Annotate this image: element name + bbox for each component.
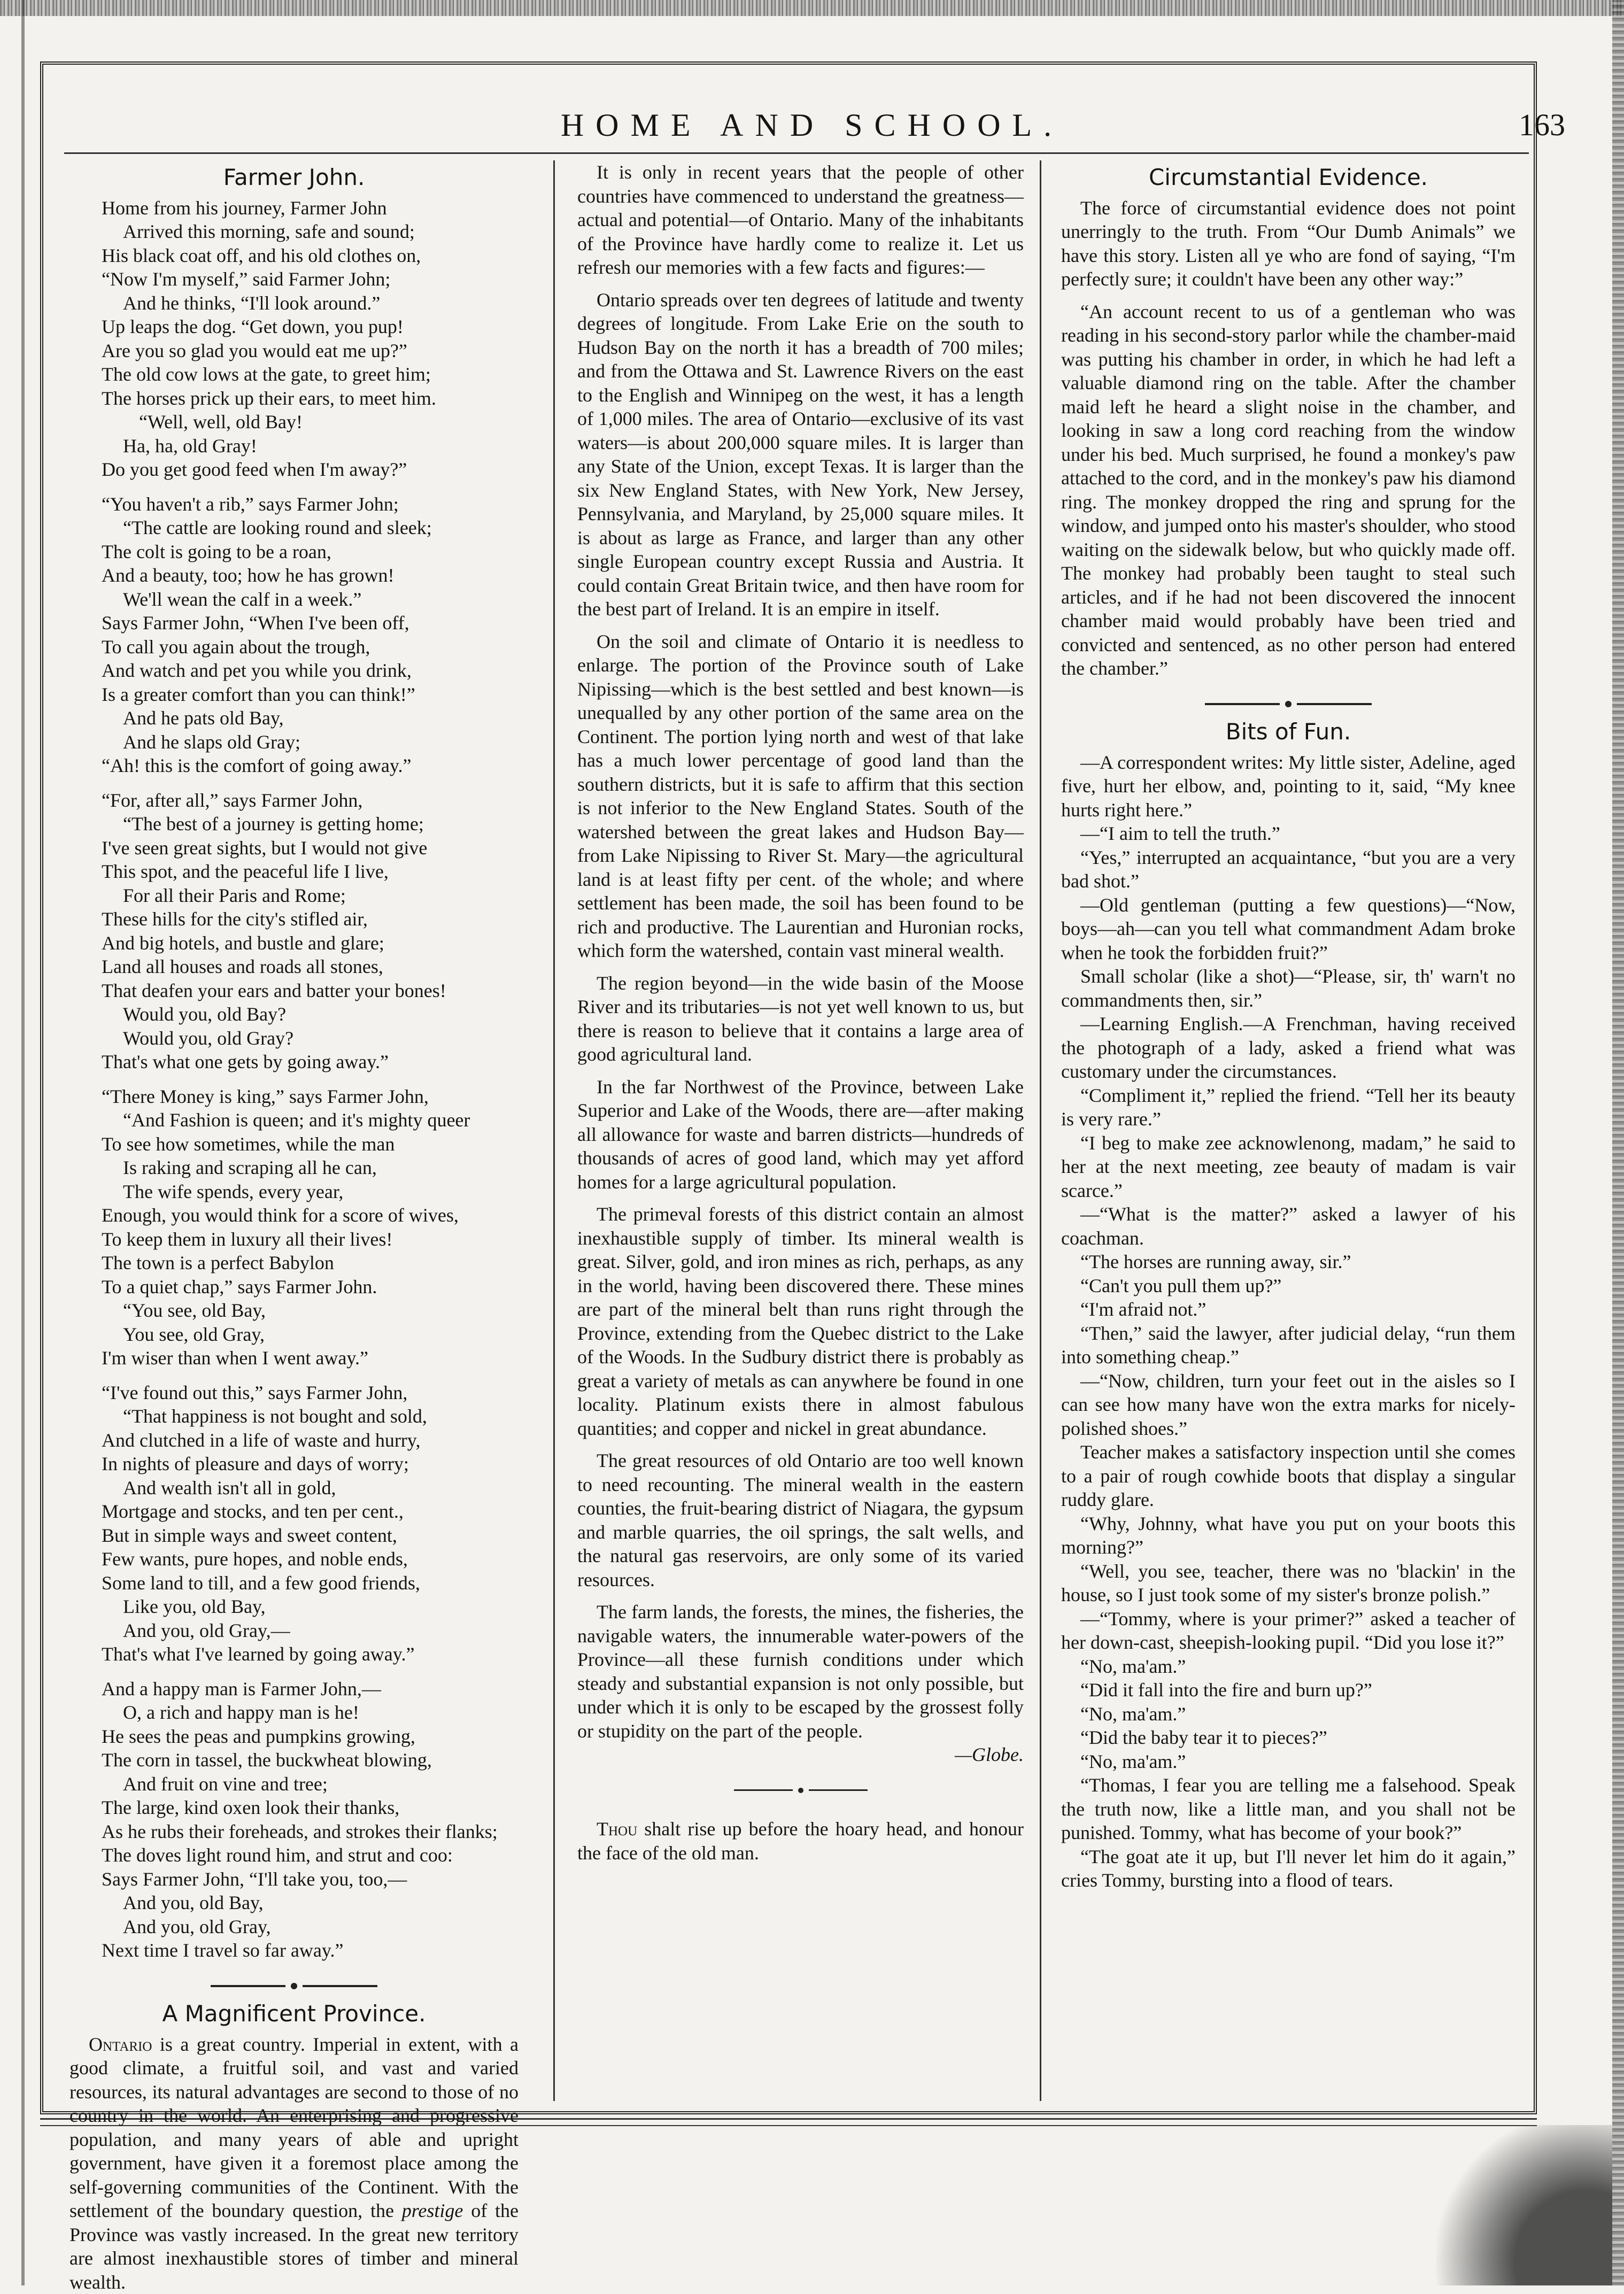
fun-paragraph: “I'm afraid not.” [1061,1297,1515,1322]
poem-line: Is raking and scraping all he can, [102,1156,519,1180]
fun-paragraph: “Then,” said the lawyer, after judicial delay, “run them into something cheap.” [1061,1322,1515,1369]
article-paragraph: On the soil and climate of Ontario it is needless to enlarge. The portion of the Province south of Lake Nipissing—which is the best settled and best known—is unequalled by any other portion of the same area on the Continent. The portion lying north and west of that lake has a much lower percentage of good land than the southern districts, but it is safe to affirm that this section is not inferior to the New England States. South of the watershed between the great lakes and Hudson Bay—from Lake Nipissing to River St. Mary—the agricultural land is at least fifty per cent. of the whole; and where settlement has been made, the soil has been found to be rich and productive. The Laurentian and Huronian rocks, which form the watershed, contain vast mineral wealth. [577,630,1024,963]
article-paragraph [69,2033,519,2294]
header-rule [64,152,1529,154]
stanza-break [102,1666,519,1677]
fun-paragraph: “Did it fall into the fire and burn up?” [1061,1678,1515,1702]
article-italic-word: prestige [402,2200,463,2221]
poem-line: And a happy man is Farmer John,— [102,1677,519,1701]
poem-farmer-john [69,196,519,1963]
fun-paragraph: —Learning English.—A Frenchman, having received the photograph of a lady, asked a friend what was customary under the circumstances. [1061,1012,1515,1084]
poem-line: Up leaps the dog. “Get down, you pup! [102,315,519,339]
signature-text: Globe. [972,1744,1024,1765]
poem-line: “I've found out this,” says Farmer John, [102,1381,519,1405]
poem-line: Mortgage and stocks, and ten per cent., [102,1500,519,1524]
article-paragraph: The primeval forests of this district contain an almost inexhaustible supply of timber. Its mineral wealth is great. Silver, gold, and iron mines as rich, perhaps, as any in the world, having been discovered there. These mines are part of the mineral belt than runs right through the Province, extending from the Quebec district to the Lake of the Woods. In the Sudbury district there is probably as great a variety of metals as can anywhere be found in one locality. Platinum exists there in almost fabulous quantities; and copper and nickel in great abundance. [577,1202,1024,1440]
article-intro [69,2033,519,2294]
poem-line: Next time I travel so far away.” [102,1938,519,1963]
poem-line: I've seen great sights, but I would not give [102,836,519,860]
poem-line: And clutched in a life of waste and hurry, [102,1428,519,1453]
column-divider [1040,160,1041,2101]
page-number: 163 [1519,107,1565,143]
poem-line: Is a greater comfort than you can think!” [102,683,519,707]
fun-paragraph: “Did the baby tear it to pieces?” [1061,1726,1515,1750]
fun-paragraph: “No, ma'am.” [1061,1750,1515,1774]
fun-paragraph: “The goat ate it up, but I'll never let him do it again,” cries Tommy, bursting into a flood of tears. [1061,1845,1515,1893]
fun-paragraph: —A correspondent writes: My little sister, Adeline, aged five, hurt her elbow, and, pointing to it, said, “My knee hurts right here.” [1061,751,1515,822]
poem-line: That's what one gets by going away.” [102,1050,519,1074]
poem-line: This spot, and the peaceful life I live, [102,860,519,884]
poem-line: You see, old Gray, [102,1323,519,1347]
poem-line: These hills for the city's stifled air, [102,907,519,931]
poem-line: And wealth isn't all in gold, [102,1476,519,1500]
section-ornament [577,1778,1024,1802]
poem-line: Some land to till, and a few good friends, [102,1571,519,1595]
fun-paragraph: “Well, you see, teacher, there was no 'blackin' in the house, so I just took some of my sister's bronze polish.” [1061,1559,1515,1607]
poem-line: He sees the peas and pumpkins growing, [102,1725,519,1749]
poem-line: The wife spends, every year, [102,1180,519,1204]
poem-line: And he pats old Bay, [102,706,519,730]
poem-line: Would you, old Gray? [102,1026,519,1051]
poem-line: “Well, well, old Bay! [102,410,519,434]
poem-line: I'm wiser than when I went away.” [102,1346,519,1370]
poem-line: The town is a perfect Babylon [102,1251,519,1275]
bits-of-fun [1061,751,1515,1893]
poem-line: “The cattle are looking round and sleek; [102,516,519,540]
fun-paragraph: —“Now, children, turn your feet out in the aisles so I can see how many have won the extra marks for nicely-polished shoes.” [1061,1369,1515,1441]
poem-line: And big hotels, and bustle and glare; [102,931,519,955]
poem-line: To call you again about the trough, [102,635,519,659]
poem-line: The corn in tassel, the buckwheat blowing, [102,1748,519,1772]
poem-line: And a beauty, too; how he has grown! [102,563,519,588]
article-text: of the Province was vastly increased. In the great new territory are almost inexhaustible stores of timber and mineral wealth. [69,2200,519,2293]
poem-line: “That happiness is not bought and sold, [102,1404,519,1428]
poem-line: That's what I've learned by going away.” [102,1642,519,1666]
evidence-title: Circumstantial Evidence. [1061,166,1515,190]
fun-title: Bits of Fun. [1061,720,1515,744]
poem-line: To keep them in luxury all their lives! [102,1227,519,1252]
fun-paragraph: “No, ma'am.” [1061,1702,1515,1726]
article-signature: —Globe. [577,1743,1024,1767]
poem-line: “For, after all,” says Farmer John, [102,789,519,813]
column-divider [553,160,555,2101]
poem-line: To a quiet chap,” says Farmer John. [102,1275,519,1299]
article-paragraph: The great resources of old Ontario are too well known to need recounting. The mineral wealth in the eastern counties, the fruit-bearing district of Niagara, the gypsum and marble quarries, the oil springs, the salt wells, and the natural gas reservoirs, are only some of its varied resources. [577,1449,1024,1592]
proverb [577,1817,1024,1865]
poem-line: Like you, old Bay, [102,1595,519,1619]
poem-line: Do you get good feed when I'm away?” [102,458,519,482]
poem-line: Are you so glad you would eat me up?” [102,339,519,363]
evidence-paragraph: “An account recent to us of a gentleman who was reading in his second-story parlor while the chamber-maid was putting his chamber in order, in which he had left a valuable diamond ring on the table. After the chamber maid left he heard a slight noise in the chamber, and looking in saw a long cord reaching from the window under his bed. Much surprised, he found a monkey's paw attached to the cord, and in the monkey's paw his diamond ring. The monkey dropped the ring and sprung for the window, and jumped onto his master's shoulder, who stood waiting on the sidewalk below, but who quickly made off. The monkey had probably been taught to steal such articles, and if he had not been discovered the innocent chamber maid would probably have been tried and convicted and sentenced, as no other person had entered the chamber.” [1061,300,1515,681]
evidence-paragraph: The force of circumstantial evidence does not point unerringly to the truth. From “Our Dumb Animals” we have this story. Listen all ye who are fond of saying, “I'm perfectly sure; it couldn't have been any other way:” [1061,196,1515,291]
poem-line: Few wants, pure hopes, and noble ends, [102,1547,519,1571]
poem-line: The colt is going to be a roan, [102,540,519,564]
poem-line: Says Farmer John, “I'll take you, too,— [102,1867,519,1891]
poem-line: Ha, ha, old Gray! [102,434,519,458]
fun-paragraph: “Why, Johnny, what have you put on your boots this morning?” [1061,1512,1515,1559]
poem-line: The large, kind oxen look their thanks, [102,1796,519,1820]
poem-line: We'll wean the calf in a week.” [102,588,519,612]
article-lead-word: Ontario [89,2034,152,2055]
poem-line: To see how sometimes, while the man [102,1132,519,1156]
fun-paragraph: “Yes,” interrupted an acquaintance, “but you are a very bad shot.” [1061,846,1515,893]
fun-paragraph: “Can't you pull them up?” [1061,1274,1515,1298]
stanza-break [102,778,519,789]
poem-line: “Ah! this is the comfort of going away.” [102,754,519,778]
fun-paragraph: “I beg to make zee acknowlenong, madam,” he said to her at the next meeting, zee beauty of madam is vair scarce.” [1061,1131,1515,1203]
scan-edge-left [21,0,25,2285]
poem-line: And he thinks, “I'll look around.” [102,291,519,315]
poem-line: The doves light round him, and strut and coo: [102,1843,519,1867]
poem-line: In nights of pleasure and days of worry; [102,1452,519,1476]
poem-line: For all their Paris and Rome; [102,884,519,908]
stanza-break [102,482,519,492]
poem-line: Enough, you would think for a score of wives, [102,1203,519,1227]
article-continuation [577,160,1024,1743]
column-left [69,160,519,2294]
poem-line: Arrived this morning, safe and sound; [102,220,519,244]
poem-line: But in simple ways and sweet content, [102,1524,519,1548]
fun-paragraph: —Old gentleman (putting a few questions)—“Now, boys—ah—can you tell what commandment Adam broke when he took the forbidden fruit?” [1061,893,1515,965]
poem-line: And you, old Bay, [102,1891,519,1915]
fun-paragraph: “Thomas, I fear you are telling me a falsehood. Speak the truth now, like a little man, and you shall not be punished. Tommy, what has become of your book?” [1061,1773,1515,1845]
proverb-body: shalt rise up before the hoary head, and honour the face of the old man. [577,1818,1024,1864]
poem-line: Says Farmer John, “When I've been off, [102,611,519,635]
poem-line: Home from his journey, Farmer John [102,196,519,220]
fun-paragraph: —“What is the matter?” asked a lawyer of his coachman. [1061,1202,1515,1250]
column-right [1061,160,1515,1893]
poem-line: Land all houses and roads all stones, [102,955,519,979]
proverb-lead-word: Thou [597,1818,637,1840]
fun-paragraph: “Compliment it,” replied the friend. “Tell her its beauty is very rare.” [1061,1084,1515,1131]
section-ornament [69,1973,519,1997]
poem-line: And you, old Gray, [102,1915,519,1939]
section-ornament [1061,691,1515,715]
poem-line: His black coat off, and his old clothes on, [102,244,519,268]
poem-line: And you, old Gray,— [102,1619,519,1643]
poem-line: “You haven't a rib,” says Farmer John; [102,492,519,516]
fun-paragraph: —“I aim to tell the truth.” [1061,822,1515,846]
poem-line: And he slaps old Gray; [102,730,519,754]
poem-line: And watch and pet you while you drink, [102,659,519,683]
poem-line: That deafen your ears and batter your bones! [102,979,519,1003]
poem-line: The old cow lows at the gate, to greet him; [102,362,519,387]
article-text: is a great country. Imperial in extent, with a good climate, a fruitful soil, and vast and varied resources, its natural advantages are second to those of no country in the world. An enterprising and progressive population, and many years of able and upright government, have given it a foremost place among the self-governing communities of the Continent. With the settlement of the boundary question, the [69,2034,519,2222]
poem-line: The horses prick up their ears, to meet him. [102,387,519,411]
article-paragraph: The region beyond—in the wide basin of the Moose River and its tributaries—is not yet well known to us, but there is reason to believe that it contains a large area of good agricultural land. [577,971,1024,1067]
poem-line: “The best of a journey is getting home; [102,812,519,836]
column-middle [577,160,1024,1865]
scan-edge-right [1612,0,1624,2285]
evidence-article [1061,196,1515,681]
poem-line: “There Money is king,” says Farmer John, [102,1085,519,1109]
article-title: A Magnificent Province. [69,2002,519,2026]
fun-paragraph: Teacher makes a satisfactory inspection until she comes to a pair of rough cowhide boots that display a singular ruddy glare. [1061,1440,1515,1512]
poem-line: Would you, old Bay? [102,1002,519,1026]
article-paragraph: It is only in recent years that the people of other countries have commenced to understand the greatness—actual and potential—of Ontario. Many of the inhabitants of the Province have hardly come to realize it. Let us refresh our memories with a few facts and figures:— [577,160,1024,280]
scan-edge-top [0,0,1624,16]
article-paragraph: In the far Northwest of the Province, between Lake Superior and Lake of the Woods, there are—after making all allowance for waste and barren districts—hundreds of thousands of acres of good land, which may yet afford homes for a large agricultural population. [577,1075,1024,1194]
scan-corner-damage [1436,2125,1612,2285]
poem-title: Farmer John. [69,166,519,190]
proverb-text [577,1817,1024,1865]
fun-paragraph: “No, ma'am.” [1061,1655,1515,1679]
stanza-break [102,1370,519,1381]
poem-line: “And Fashion is queen; and it's mighty queer [102,1108,519,1132]
article-paragraph: Ontario spreads over ten degrees of latitude and twenty degrees of longitude. From Lake Erie on the south to Hudson Bay on the north it has a breadth of 700 miles; and from the Ottawa and St. Lawrence Rivers on the east to the English and Winnipeg on the west, it has a length of 1,000 miles. The area of Ontario—exclusive of its vast waters—is about 200,000 square miles. It is larger than any State of the Union, except Texas. It is larger than the six New England States, with New York, New Jersey, Pennsylvania, and Maryland, by 25,000 square miles. It is about as large as France, and larger than any other single European country except Russia and Austria. It could contain Great Britain twice, and then have room for the best part of Ireland. It is an empire in itself. [577,288,1024,621]
poem-line: O, a rich and happy man is he! [102,1701,519,1725]
fun-paragraph: —“Tommy, where is your primer?” asked a teacher of her down-cast, sheepish-looking pupil. “Did you lose it?” [1061,1607,1515,1655]
poem-line: “You see, old Bay, [102,1299,519,1323]
fun-paragraph: “The horses are running away, sir.” [1061,1250,1515,1274]
running-header-title: HOME AND SCHOOL. [0,107,1624,144]
stanza-break [102,1074,519,1085]
article-paragraph: The farm lands, the forests, the mines, the fisheries, the navigable waters, the innumerable water-powers of the Province—all these furnish conditions under which steady and substantial expansion is not only possible, but under which it is only to be escaped by the grossest folly or stupidity on the part of the people. [577,1600,1024,1743]
poem-line: And fruit on vine and tree; [102,1772,519,1796]
poem-line: “Now I'm myself,” said Farmer John; [102,267,519,291]
poem-line: As he rubs their foreheads, and strokes their flanks; [102,1820,519,1844]
fun-paragraph: Small scholar (like a shot)—“Please, sir, th' warn't no commandments then, sir.” [1061,964,1515,1012]
